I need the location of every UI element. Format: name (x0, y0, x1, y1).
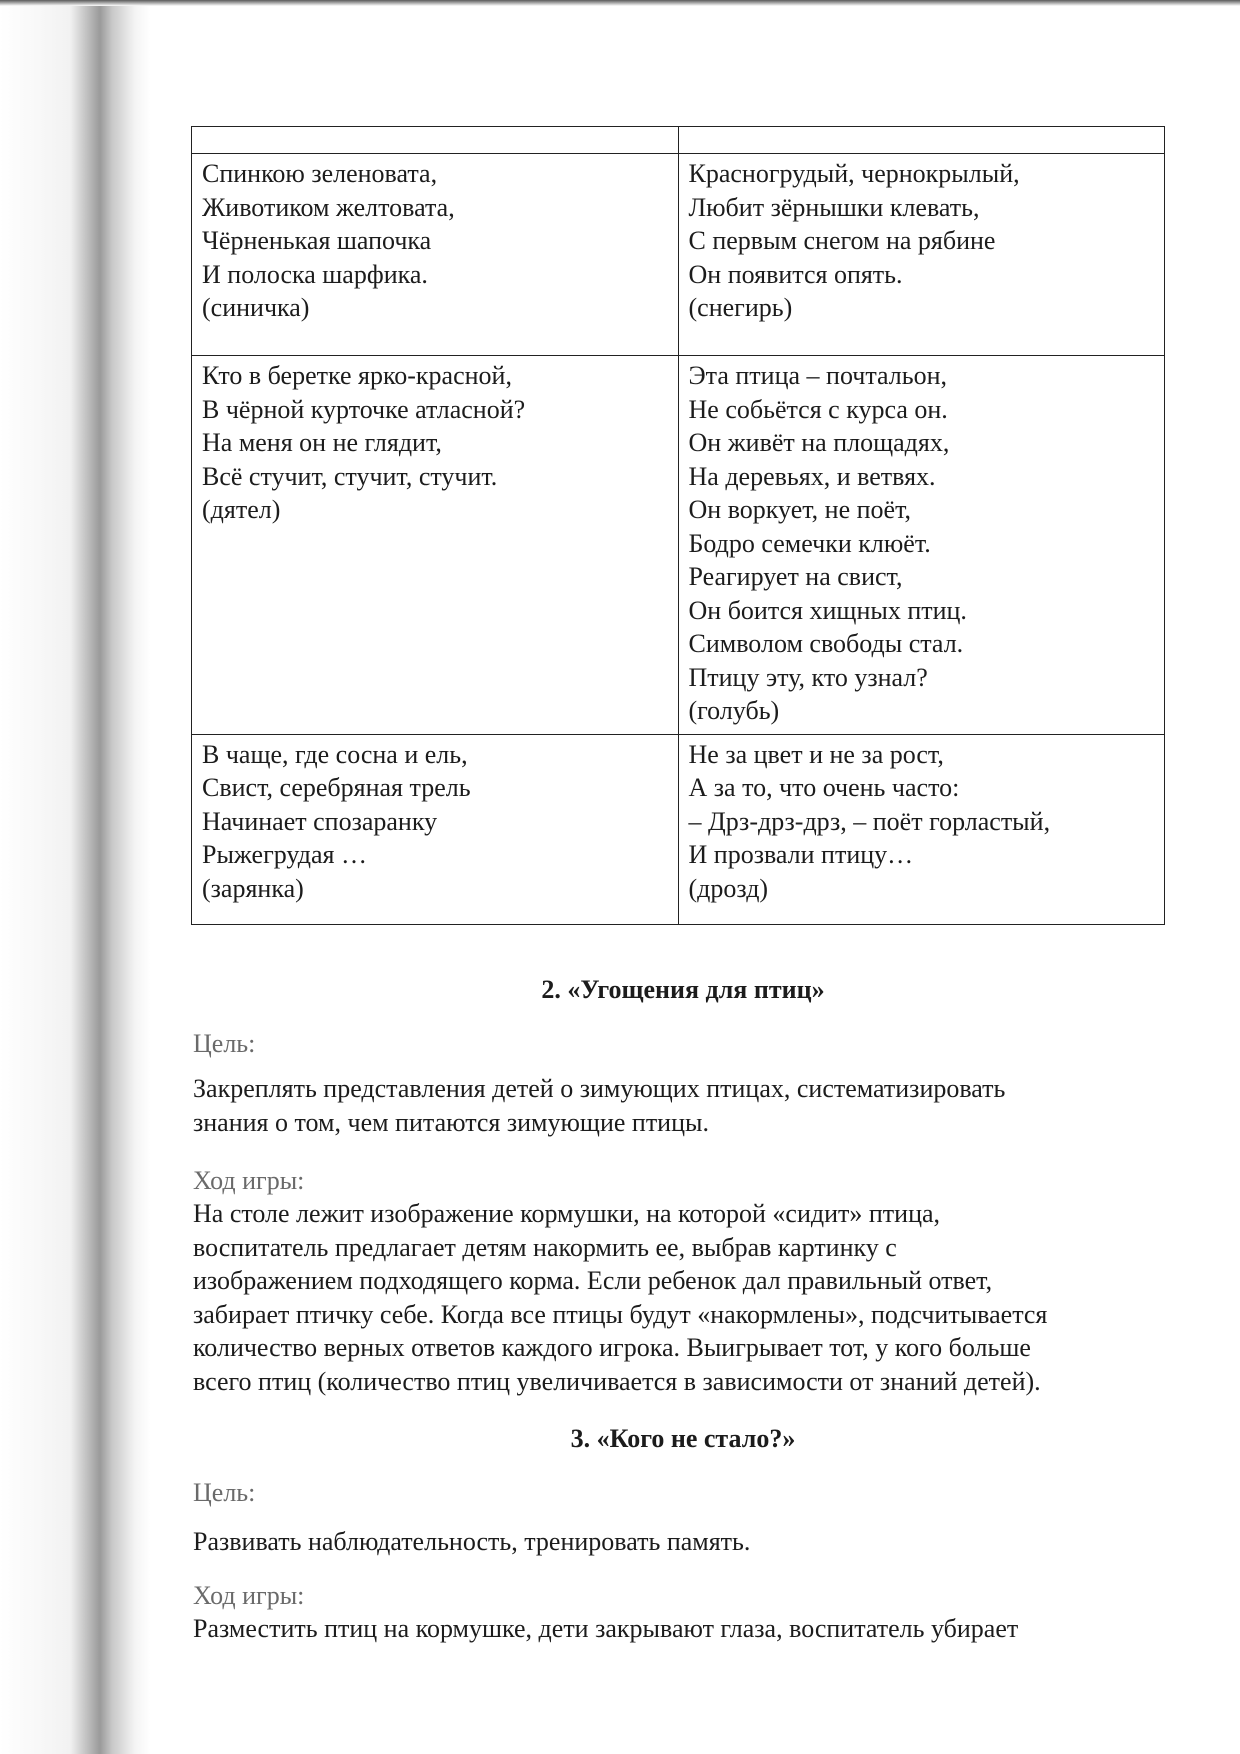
text-line: Он боится хищных птиц. (688, 595, 967, 625)
text-line: Он воркует, не поёт, (688, 495, 911, 524)
text-line: Свист, серебряная трель (202, 773, 471, 802)
text-line: (дрозд) (688, 873, 769, 903)
riddles-table (191, 126, 1165, 925)
text-line: В чаще, где сосна и ель, (202, 739, 468, 769)
text-line: Реагирует на свист, (688, 562, 903, 591)
text-line: С первым снегом на рябине (688, 226, 996, 255)
table-row (192, 154, 1165, 356)
text-line: Всё стучит, стучит, стучит. (202, 461, 498, 491)
game3-goal-label: Цель: (193, 1478, 256, 1507)
text-line: Красногрудый, чернокрылый, (688, 159, 1020, 188)
text-line: забирает птичку себе. Когда все птицы будут «накормлены», подсчитывается (193, 1299, 1048, 1329)
text-line: Любит зёрнышки клевать, (688, 192, 980, 222)
riddle-cell (678, 734, 1165, 924)
text-line: (зарянка) (202, 873, 304, 903)
text-line: На меня он не глядит, (202, 428, 442, 457)
text-line: Кто в беретке ярко-красной, (202, 361, 512, 390)
riddle-cell (678, 154, 1165, 356)
table-header-row (192, 127, 1165, 154)
text-line: И прозвали птицу… (688, 840, 914, 869)
text-line: Бодро семечки клюёт. (688, 528, 931, 558)
riddle-cell (192, 154, 679, 356)
empty-cell (678, 127, 1165, 154)
text-line: Рыжегрудая … (202, 840, 368, 869)
text-line: Он появится опять. (688, 259, 903, 289)
game2-goal-label: Цель: (193, 1029, 256, 1058)
text-line: изображением подходящего корма. Если ребенок дал правильный ответ, (193, 1266, 993, 1295)
text-line: Не собьётся с курса он. (688, 394, 948, 424)
game2-process-label: Ход игры: (193, 1166, 305, 1195)
text-line: Не за цвет и не за рост, (688, 739, 944, 769)
game2-process-text (193, 1197, 1173, 1398)
text-line: На столе лежит изображение кормушки, на которой «сидит» птица, (193, 1199, 941, 1228)
game3-process-label: Ход игры: (193, 1581, 305, 1610)
text-line: Чёрненькая шапочка (202, 226, 432, 255)
riddle-cell (192, 356, 679, 735)
text-line: (синичка) (202, 293, 310, 322)
text-line: Животиком желтовата, (202, 192, 455, 222)
table-row (192, 734, 1165, 924)
text-line: знания о том, чем питаются зимующие птицы. (193, 1107, 709, 1137)
riddle-cell (192, 734, 679, 924)
text-line: Птицу эту, кто узнал? (688, 662, 928, 692)
text-line: На деревьях, и ветвях. (688, 461, 936, 491)
empty-cell (192, 127, 679, 154)
text-line: Начинает спозаранку (202, 806, 438, 836)
text-line: А за то, что очень часто: (688, 773, 960, 802)
text-line: Закреплять представления детей о зимующих птицах, систематизировать (193, 1074, 1006, 1103)
game3-goal-text: Развивать наблюдательность, тренировать память. (193, 1527, 751, 1556)
game2-goal-text (193, 1072, 1173, 1139)
riddle-cell (678, 356, 1165, 735)
text-line: (голубь) (688, 696, 780, 725)
game3-title: 3. «Кого не стало?» (570, 1424, 796, 1453)
text-line: воспитатель предлагает детям накормить ее, выбрав картинку с (193, 1232, 897, 1262)
text-line: В чёрной курточке атласной? (202, 394, 526, 424)
text-line: Эта птица – почтальон, (688, 361, 948, 390)
game2-title: 2. «Угощения для птиц» (541, 975, 825, 1004)
text-line: Символом свободы стал. (688, 629, 964, 658)
text-line: количество верных ответов каждого игрока. Выигрывает тот, у кого больше (193, 1333, 1031, 1362)
text-line: (снегирь) (688, 293, 793, 322)
text-line: Спинкою зеленовата, (202, 159, 438, 188)
text-line: И полоска шарфика. (202, 259, 428, 289)
text-line: (дятел) (202, 495, 281, 524)
text-line: Он живёт на площадях, (688, 428, 950, 457)
game3-process-text: Разместить птиц на кормушке, дети закрывают глаза, воспитатель убирает (193, 1614, 1019, 1643)
table-row (192, 356, 1165, 735)
text-line: всего птиц (количество птиц увеличивается в зависимости от знаний детей). (193, 1366, 1041, 1396)
text-line: – Дрз-дрз-дрз, – поёт горластый, (688, 806, 1051, 836)
